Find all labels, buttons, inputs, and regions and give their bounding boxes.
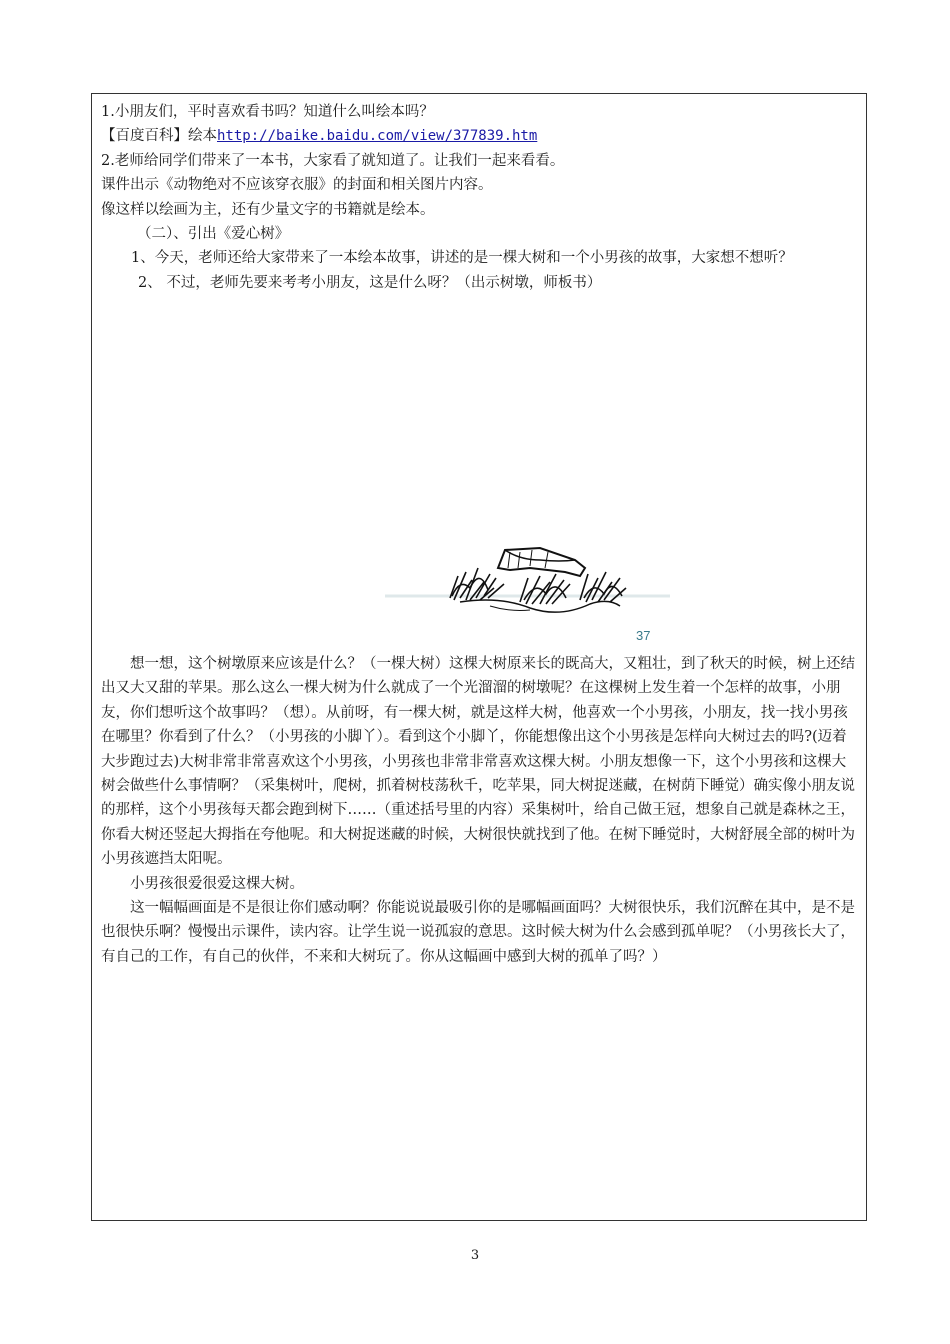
story-paragraph-2: 小男孩很爱很爱这棵大树。 [130, 875, 304, 892]
baike-link[interactable]: http://baike.baidu.com/view/377839.htm [217, 128, 538, 145]
section-heading: （二）、引出《爱心树》 [137, 226, 290, 243]
page-number: 3 [470, 1248, 480, 1263]
intro-section [101, 100, 859, 295]
section-item-2: 2、 不过，老师先要来考考小朋友，这是什么呀？（出示树墩，师板书） [138, 274, 602, 291]
intro-book: 2.老师给同学们带来了一本书，大家看了就知道了。让我们一起来看看。 [101, 152, 565, 169]
intro-definition: 像这样以绘画为主，还有少量文字的书籍就是绘本。 [101, 201, 435, 218]
section-item-1: 1、今天，老师还给大家带来了一本绘本故事，讲述的是一棵大树和一个小男孩的故事，大家想不想听？ [131, 250, 793, 267]
story-paragraph-3: 这一幅幅画面是不是很让你们感动啊？你能说说最吸引你的是哪幅画面吗？大树很快乐，我们沉醉在其中，是不是也很快乐啊？慢慢出示课件，读内容。让学生说一说孤寂的意思。这时候大树为什么会感到孤单呢？（小男孩长大了，有自己的工作，有自己的伙伴，不来和大树玩了。你从这幅画中感到大树的孤单了吗？） [101, 900, 855, 965]
baike-label: 【百度百科】绘本 [101, 128, 217, 145]
intro-question: 1.小朋友们，平时喜欢看书吗？知道什么叫绘本吗？ [101, 104, 434, 120]
tree-stump-illustration [380, 538, 680, 648]
story-paragraph-1: 想一想，这个树墩原来应该是什么？（一棵大树）这棵大树原来长的既高大，又粗壮，到了秋天的时候，树上还结出又大又甜的苹果。那么这么一棵大树为什么就成了一个光溜溜的树墩呢？在这棵树上发生着一个怎样的故事，小朋友，你们想听这个故事吗？（想）。从前呀，有一棵大树，就是这样大树，他喜欢一个小男孩，小朋友，找一找小男孩在哪里？你看到了什么？（小男孩的小脚丫）。看到这个小脚丫，你能想像出这个小男孩是怎样向大树过去的吗?(迈着大步跑过去)大树非常非常喜欢这个小男孩，小男孩也非常非常喜欢这棵大树。小朋友想像一下，这个小男孩和这棵大树会做些什么事情啊？（采集树叶，爬树，抓着树枝荡秋千，吃苹果，同大树捉迷藏，在树荫下睡觉）确实像小朋友说的那样，这个小男孩每天都会跑到树下……（重述括号里的内容）采集树叶，给自己做王冠，想象自己就是森林之王，你看大树还竖起大拇指在夸他呢。和大树捉迷藏的时候，大树很快就找到了他。在树下睡觉时，大树舒展全部的树叶为小男孩遮挡太阳呢。 [101, 656, 855, 868]
baike-reference [101, 124, 859, 148]
figure-number: 37 [636, 628, 651, 643]
story-section [101, 652, 859, 969]
intro-courseware: 课件出示《动物绝对不应该穿衣服》的封面和相关图片内容。 [101, 177, 493, 194]
